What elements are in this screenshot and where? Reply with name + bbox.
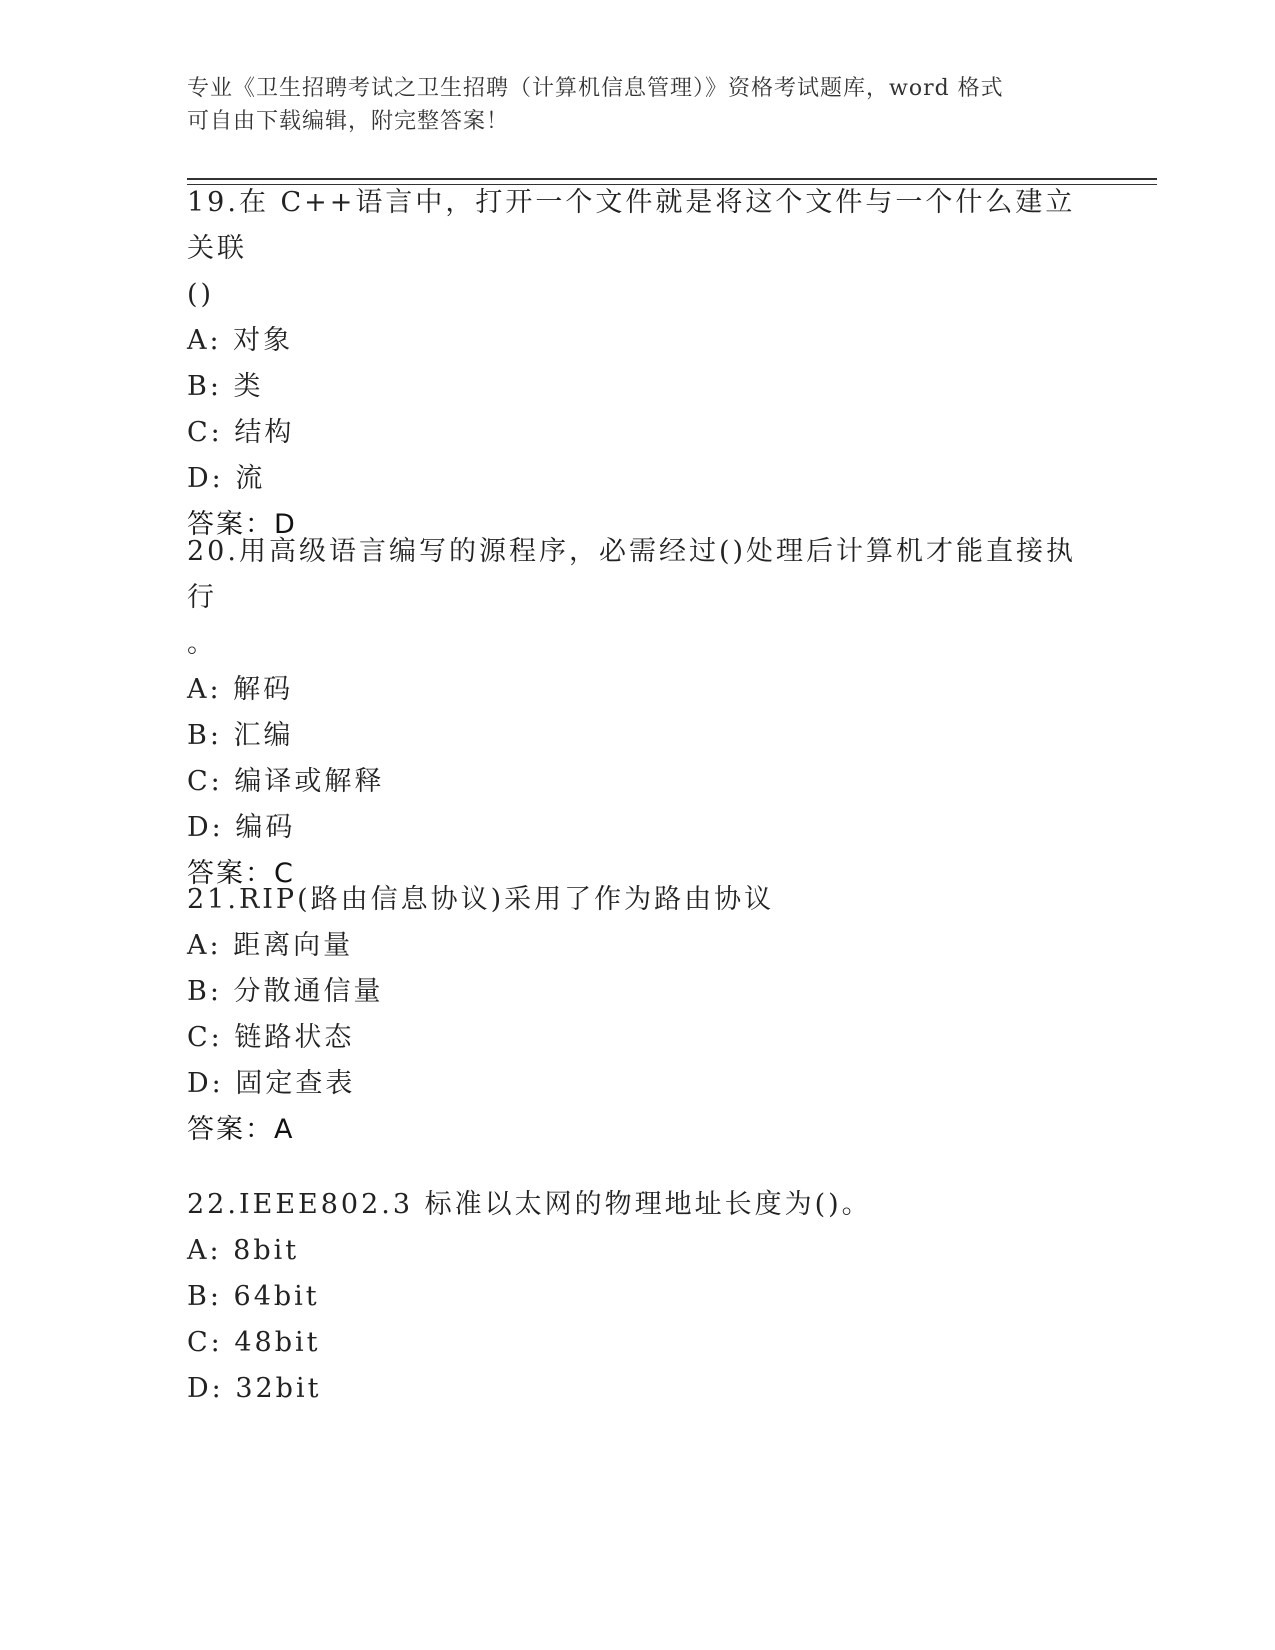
question-22	[187, 1182, 1087, 1412]
option-b: B: 64bit	[187, 1281, 320, 1312]
question-19	[187, 180, 1087, 548]
header-line-1: 专业《卫生招聘考试之卫生招聘（计算机信息管理）》资格考试题库，word 格式	[187, 76, 1004, 101]
option-b: B: 类	[187, 371, 264, 402]
option-b: B: 汇编	[187, 720, 294, 751]
option-c: C: 编译或解释	[187, 766, 385, 797]
question-21	[187, 877, 1087, 1153]
question-text: 21.RIP(路由信息协议)采用了作为路由协议	[187, 884, 775, 915]
option-d: D: 流	[187, 463, 266, 494]
option-a: A: 对象	[187, 325, 294, 356]
header-line-2: 可自由下载编辑，附完整答案！	[187, 109, 510, 134]
option-c: C: 链路状态	[187, 1022, 355, 1053]
document-header	[187, 72, 1067, 138]
option-a: A: 解码	[187, 674, 294, 705]
answer-label: 答案：A	[187, 1114, 295, 1145]
option-c: C: 48bit	[187, 1327, 321, 1358]
question-text: 20.用高级语言编写的源程序，必需经过()处理后计算机才能直接执行	[187, 536, 1077, 613]
option-c: C: 结构	[187, 417, 295, 448]
question-text: 19.在 C++语言中，打开一个文件就是将这个文件与一个什么建立关联	[187, 187, 1076, 264]
question-text: 22.IEEE802.3 标准以太网的物理地址长度为()。	[187, 1189, 872, 1220]
question-20	[187, 529, 1087, 897]
option-d: D: 32bit	[187, 1373, 322, 1404]
option-b: B: 分散通信量	[187, 976, 384, 1007]
question-text-continued: 。	[187, 628, 217, 659]
answer-label: 答案：C	[187, 858, 295, 889]
question-text-continued: ()	[187, 279, 215, 310]
answer-label: 答案：D	[187, 509, 297, 540]
option-d: D: 固定查表	[187, 1068, 356, 1099]
option-a: A: 距离向量	[187, 930, 354, 961]
option-d: D: 编码	[187, 812, 296, 843]
option-a: A: 8bit	[187, 1235, 300, 1266]
